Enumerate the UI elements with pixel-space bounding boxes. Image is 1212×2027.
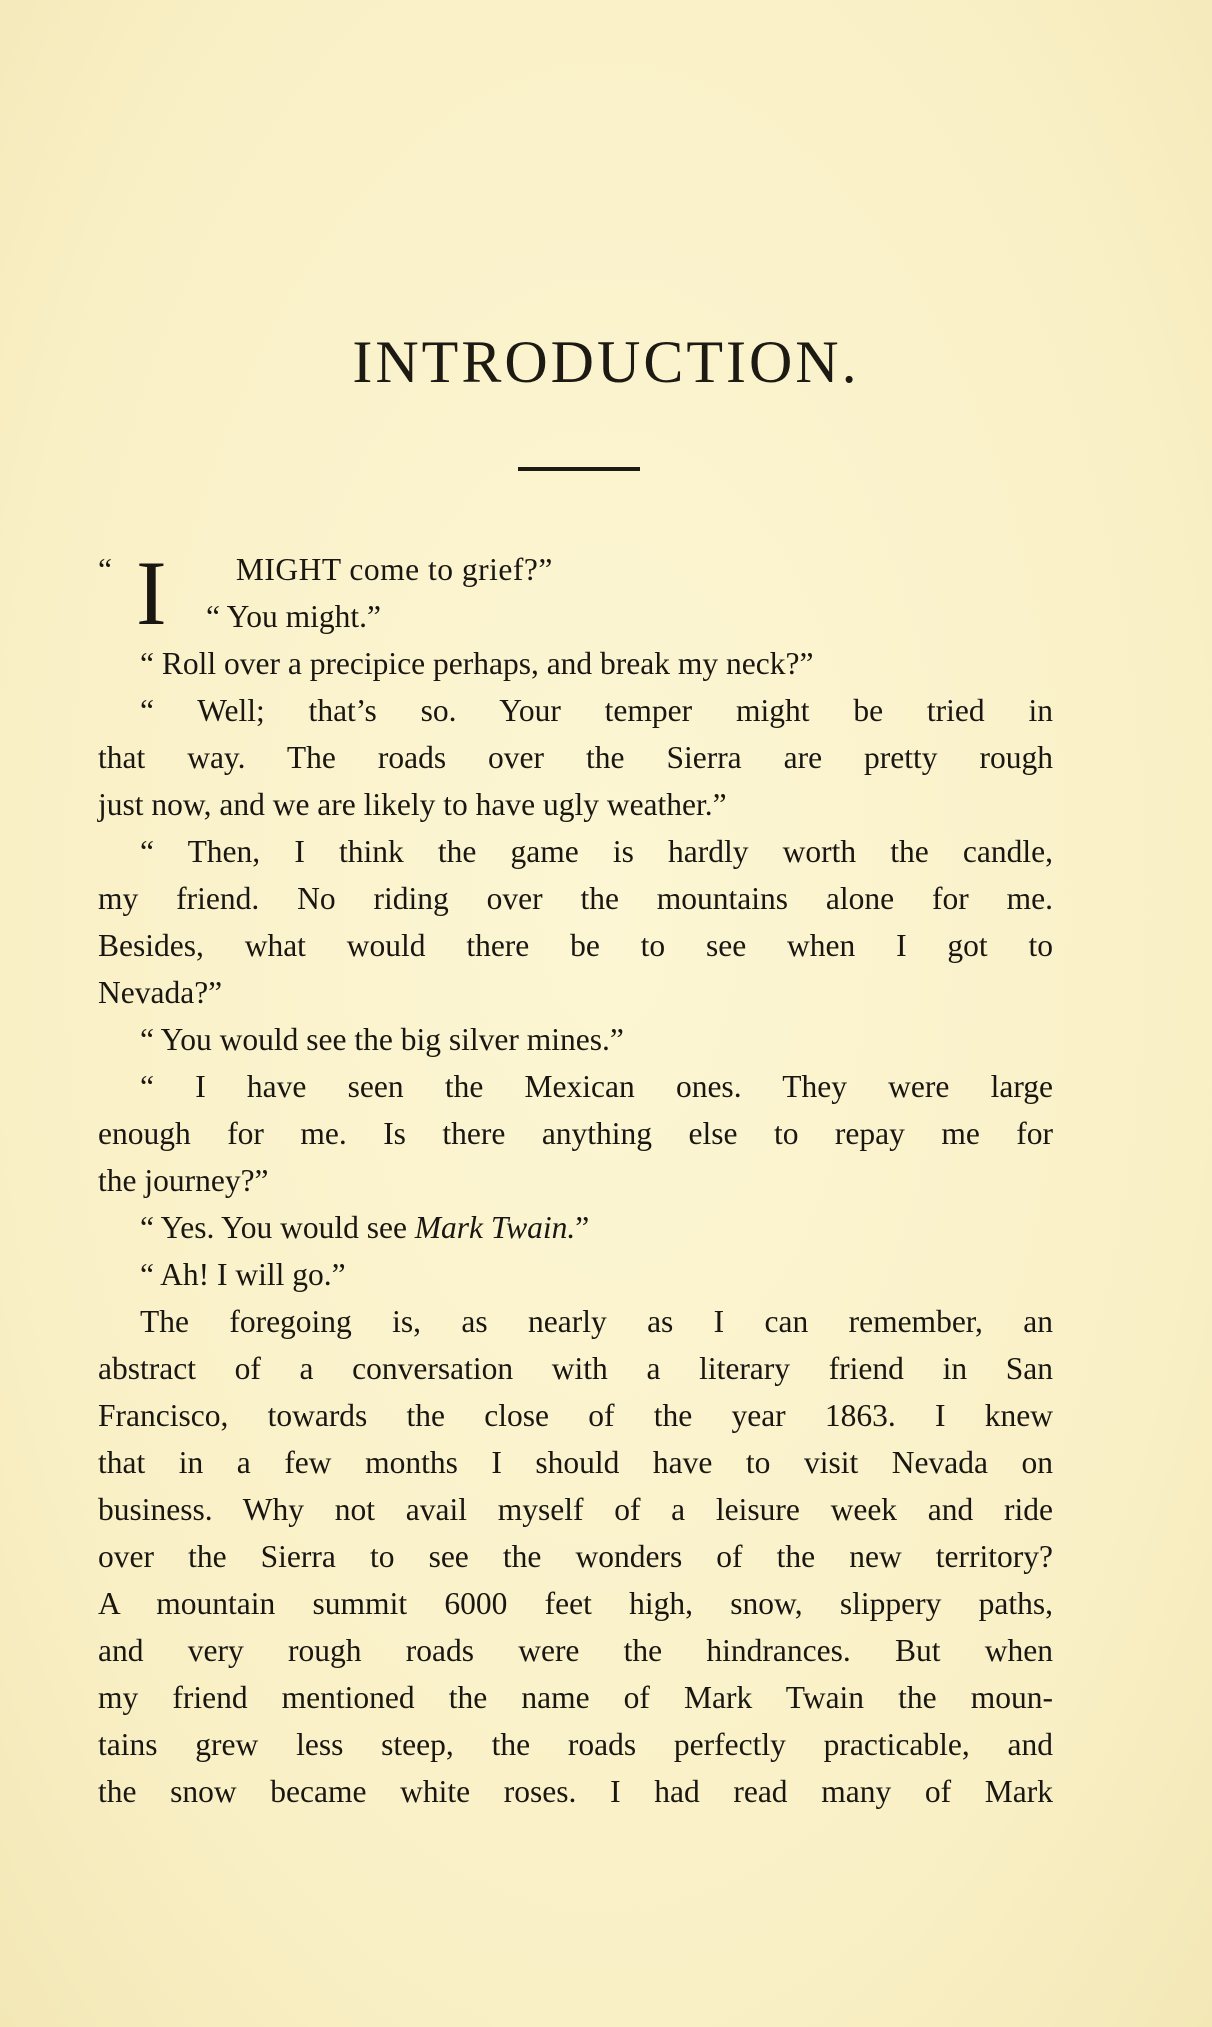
text-line: over the Sierra to see the wonders of the new territory?: [98, 1539, 1053, 1574]
text-line: Francisco, towards the close of the year 1863. I knew: [98, 1398, 1053, 1433]
line-segment: “ Yes. You would see: [140, 1210, 415, 1245]
text-line: enough for me. Is there anything else to repay me for: [98, 1116, 1053, 1151]
text-line: “ Well; that’s so. Your temper might be tried in: [140, 693, 1053, 728]
text-line: Nevada?”: [98, 975, 223, 1010]
text-line: Besides, what would there be to see when I got to: [98, 928, 1053, 963]
text-line: “ Ah! I will go.”: [140, 1257, 346, 1292]
text-line: and very rough roads were the hindrances. But when: [98, 1633, 1053, 1668]
text-line: abstract of a conversation with a literary friend in San: [98, 1351, 1053, 1386]
text-line-italic: [98, 1204, 1053, 1251]
text-line: The foregoing is, as nearly as I can remember, an: [140, 1304, 1053, 1339]
text-line: “ Then, I think the game is hardly worth the candle,: [140, 834, 1053, 869]
text-line: my friend. No riding over the mountains alone for me.: [98, 881, 1053, 916]
line-segment: ”: [575, 1210, 590, 1245]
italic-name: Mark Twain.: [414, 1210, 576, 1245]
text-line: “ Roll over a precipice perhaps, and break my neck?”: [140, 646, 814, 681]
text-line: “ You might.”: [206, 599, 382, 634]
text-line: my friend mentioned the name of Mark Twain the moun-: [98, 1680, 1053, 1715]
heading-rule: [518, 467, 640, 471]
text-line: that in a few months I should have to visit Nevada on: [98, 1445, 1053, 1480]
body-text: [98, 542, 1053, 1815]
text-line: “ I have seen the Mexican ones. They were large: [140, 1069, 1053, 1104]
text-line: the snow became white roses. I had read many of Mark: [98, 1774, 1053, 1809]
text-line: “ You would see the big silver mines.”: [140, 1022, 624, 1057]
text-line: the journey?”: [98, 1163, 269, 1198]
chapter-heading: INTRODUCTION.: [352, 329, 860, 395]
opening-quote: “: [98, 552, 112, 587]
text-line: just now, and we are likely to have ugly weather.”: [98, 787, 727, 822]
text-line: business. Why not avail myself of a leisure week and ride: [98, 1492, 1053, 1527]
text-line: A mountain summit 6000 feet high, snow, slippery paths,: [98, 1586, 1053, 1621]
text-line: that way. The roads over the Sierra are pretty rough: [98, 740, 1053, 775]
drop-cap-line-text: MIGHT come to grief?”: [235, 552, 553, 587]
drop-cap-letter: I: [136, 542, 167, 644]
text-line: tains grew less steep, the roads perfectly practicable, and: [98, 1727, 1053, 1762]
